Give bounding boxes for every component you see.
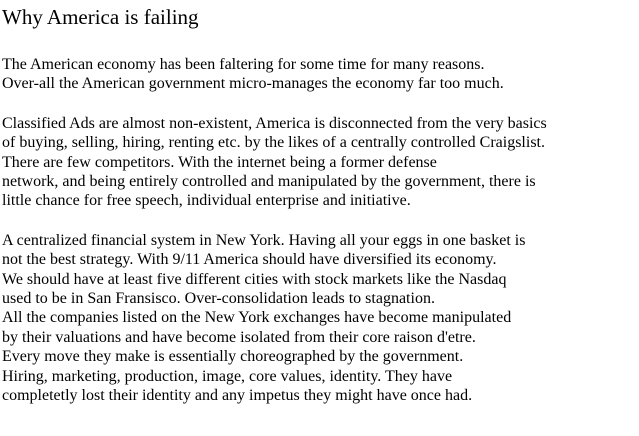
paragraph-economy [2,55,639,94]
paragraph-line: A centralized financial system in New York. Having all your eggs in one basket is [2,231,526,249]
paragraph-financial-system [2,231,639,406]
paragraph-line: not the best strategy. With 9/11 America should have diversified its economy. [2,251,497,269]
paragraph-line: The American economy has been faltering for some time for many reasons. [2,56,485,73]
paragraph-line: little chance for free speech, individual enterprise and initiative. [2,192,411,210]
paragraph-line: Over-all the American government micro-manages the economy far too much. [2,75,504,93]
paragraph-classified-ads [2,114,639,211]
page-title: Why America is failing [2,5,199,29]
paragraph-line: network, and being entirely controlled and manipulated by the government, there is [2,173,536,191]
paragraph-line: All the companies listed on the New York exchanges have become manipulated [2,309,512,327]
paragraph-line: There are few competitors. With the internet being a former defense [2,153,437,171]
paragraph-line: We should have at least five different cities with stock markets like the Nasdaq [2,270,507,288]
paragraph-line: Every move they make is essentially choreographed by the government. [2,348,464,366]
paragraph-line: completetly lost their identity and any impetus they might have once had. [2,387,473,405]
paragraph-line: used to be in San Fransisco. Over-consolidation leads to stagnation. [2,290,435,308]
paragraph-line: of buying, selling, hiring, renting etc. by the likes of a centrally controlled Craigslist. [2,134,545,152]
document-page [2,0,639,406]
paragraph-line: by their valuations and have become isolated from their core raison d'etre. [2,328,476,346]
paragraph-line: Classified Ads are almost non-existent, America is disconnected from the very basics [2,114,547,132]
paragraph-line: Hiring, marketing, production, image, core values, identity. They have [2,367,453,385]
